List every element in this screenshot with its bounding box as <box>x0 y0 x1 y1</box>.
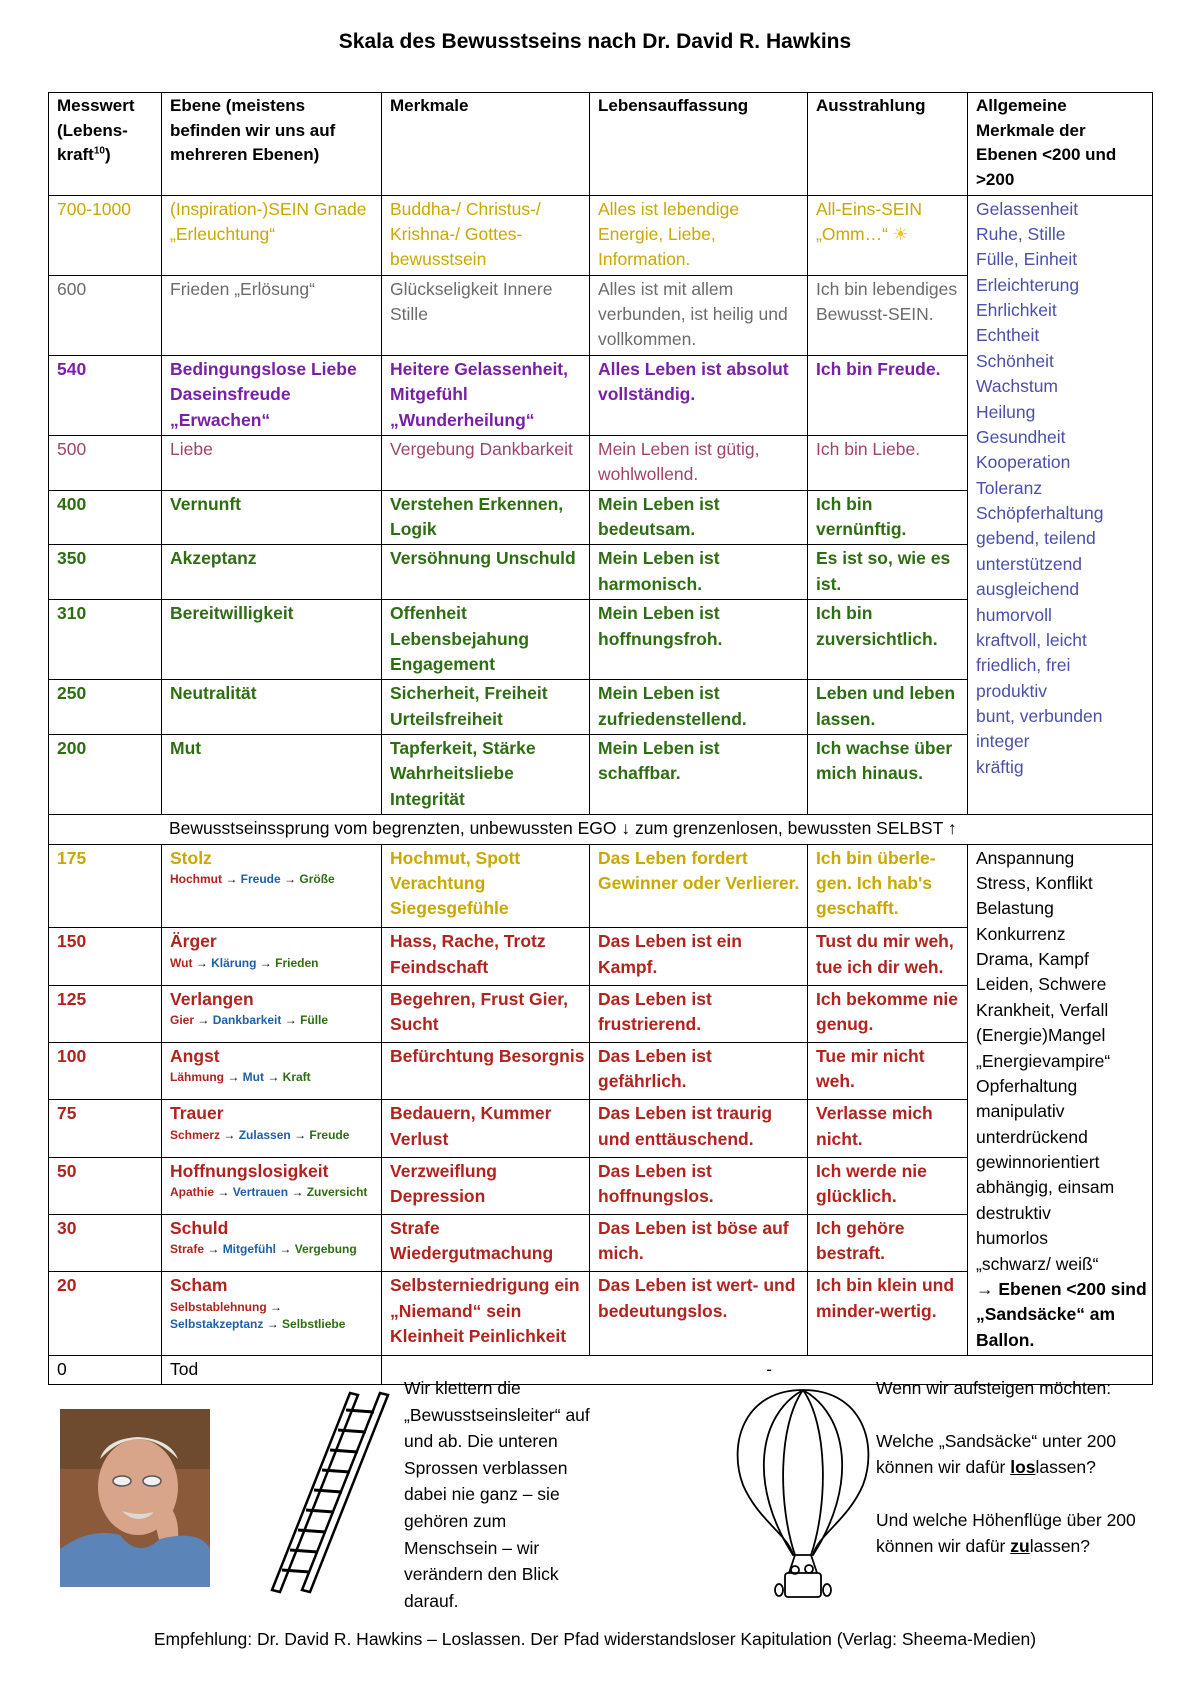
value-cell: 75 <box>49 1100 162 1157</box>
general-trait: Schönheit <box>976 350 1054 371</box>
header-lebensauffassung: Lebensauffassung <box>590 93 808 196</box>
general-trait: Leiden, Schwere <box>976 974 1107 995</box>
traits-cell: Verzweiflung Depression <box>382 1157 590 1214</box>
radiance-cell: Ich bin klein und minder-wertig. <box>808 1272 968 1356</box>
outlook-cell: Das Leben ist frustrierend. <box>590 985 808 1042</box>
level-cell: Bedingungslose Liebe Daseinsfreude „Erwachen“ <box>162 355 382 435</box>
traits-cell: Glückseligkeit Innere Stille <box>382 275 590 355</box>
hawkins-portrait <box>60 1409 210 1587</box>
radiance-cell: Ich bin lebendiges Bewusst-SEIN. <box>808 275 968 355</box>
value-cell: 200 <box>49 735 162 815</box>
traits-cell: Heitere Gelassenheit, Mitgefühl „Wunderheilung“ <box>382 355 590 435</box>
value-cell: 600 <box>49 275 162 355</box>
arrow-right-icon: → <box>220 1127 239 1142</box>
arrow-right-icon: → <box>224 1070 243 1085</box>
level-cell: Verlangen Gier → Dankbarkeit → Fülle <box>162 985 382 1042</box>
value-cell: 250 <box>49 680 162 735</box>
traits-cell: Sicherheit, Freiheit Urteilsfreiheit <box>382 680 590 735</box>
radiance-cell: Ich bin Freude. <box>808 355 968 435</box>
value-cell: 400 <box>49 490 162 545</box>
traits-cell: Offenheit Lebensbejahung Engagement <box>382 600 590 680</box>
radiance-cell: Ich bin Liebe. <box>808 435 968 490</box>
level-cell: Mut <box>162 735 382 815</box>
level-cell: Bereitwilligkeit <box>162 600 382 680</box>
general-trait: unterdrückend <box>976 1126 1088 1147</box>
outlook-cell: Das Leben ist traurig und enttäuschend. <box>590 1100 808 1157</box>
general-trait: gebend, teilend <box>976 528 1096 549</box>
general-trait: Konkurrenz <box>976 923 1066 944</box>
general-trait: Anspannung <box>976 847 1075 868</box>
general-trait: Belastung <box>976 898 1054 919</box>
transformation-path: Schmerz → Zulassen → Freude <box>170 1127 350 1142</box>
value-cell: 350 <box>49 545 162 600</box>
header-ausstrahlung: Ausstrahlung <box>808 93 968 196</box>
general-trait: Fülle, Einheit <box>976 249 1078 270</box>
header-row <box>49 93 1153 196</box>
radiance-cell: Ich bekomme nie genug. <box>808 985 968 1042</box>
general-trait: Ehrlichkeit <box>976 300 1057 321</box>
header-ebene: Ebene (meistens befinden wir uns auf mehreren Ebenen) <box>162 93 382 196</box>
traits-cell: Bedauern, Kummer Verlust <box>382 1100 590 1157</box>
page-title: Skala des Bewusstseins nach Dr. David R. Hawkins <box>338 30 852 53</box>
dash-cell: - <box>382 1356 1153 1385</box>
header-allgemeine: Allgemeine Merkmale der Ebenen <200 und >200 <box>968 93 1153 196</box>
balloon-question-1: Welche „Sandsäcke“ unter 200 können wir dafür loslassen? <box>876 1430 1116 1478</box>
outlook-cell: Das Leben ist hoffnungslos. <box>590 1157 808 1214</box>
general-trait: Stress, Konflikt <box>976 872 1093 893</box>
arrow-right-icon: → <box>288 1184 307 1199</box>
general-trait: friedlich, frei <box>976 655 1071 676</box>
general-trait: Erleichterung <box>976 274 1080 295</box>
level-cell: Tod <box>162 1356 382 1385</box>
value-cell: 125 <box>49 985 162 1042</box>
level-cell: Stolz Hochmut → Freude → Größe <box>162 844 382 928</box>
general-traits-lower <box>968 844 1153 1356</box>
radiance-cell: Ich bin vernünftig. <box>808 490 968 545</box>
traits-cell: Verstehen Erkennen, Logik <box>382 490 590 545</box>
level-cell: Angst Lähmung → Mut → Kraft <box>162 1043 382 1100</box>
general-trait: produktiv <box>976 680 1048 701</box>
general-traits-upper <box>968 195 1153 815</box>
general-trait: kraftvoll, leicht <box>976 629 1087 650</box>
general-trait: Schöpferhaltung <box>976 503 1104 524</box>
level-cell: Trauer Schmerz → Zulassen → Freude <box>162 1100 382 1157</box>
ladder-illustration <box>262 1385 392 1595</box>
consciousness-jump-text: Bewusstseinssprung vom begrenzten, unbewussten EGO ↓ zum grenzenlosen, bewussten SELBST ↑ <box>49 815 1153 844</box>
general-trait: destruktiv <box>976 1202 1051 1223</box>
general-trait: humorlos <box>976 1228 1048 1249</box>
transformation-path: Lähmung → Mut → Kraft <box>170 1070 311 1085</box>
radiance-cell: Tue mir nicht weh. <box>808 1043 968 1100</box>
arrow-right-icon: → <box>290 1127 310 1142</box>
radiance-cell: Es ist so, wie es ist. <box>808 545 968 600</box>
level-cell: Schuld Strafe → Mitgefühl → Vergebung <box>162 1214 382 1271</box>
outlook-cell: Mein Leben ist harmonisch. <box>590 545 808 600</box>
transformation-path: Selbstablehnung → Selbstakzeptanz → Selbstliebe <box>170 1299 346 1331</box>
transformation-path: Hochmut → Freude → Größe <box>170 871 335 886</box>
general-trait: ausgleichend <box>976 579 1080 600</box>
radiance-cell: Leben und leben lassen. <box>808 680 968 735</box>
level-cell: Akzeptanz <box>162 545 382 600</box>
balloon-question-2: Und welche Höhenflüge über 200 können wir dafür zulassen? <box>876 1509 1136 1557</box>
radiance-cell: All-Eins-SEIN „Omm…“ ☀ <box>808 195 968 275</box>
arrow-right-icon: → <box>194 1013 213 1028</box>
general-trait: Opferhaltung <box>976 1075 1078 1096</box>
traits-cell: Selbsterniedrigung ein „Niemand“ sein Kleinheit Peinlichkeit <box>382 1272 590 1356</box>
general-trait: manipulativ <box>976 1101 1065 1122</box>
general-trait: Drama, Kampf <box>976 949 1089 970</box>
outlook-cell: Alles Leben ist absolut vollständig. <box>590 355 808 435</box>
traits-cell: Strafe Wiedergutmachung <box>382 1214 590 1271</box>
arrow-right-icon: → <box>214 1184 233 1199</box>
general-trait: Echtheit <box>976 325 1040 346</box>
level-cell: Vernunft <box>162 490 382 545</box>
transformation-path: Gier → Dankbarkeit → Fülle <box>170 1013 329 1028</box>
traits-cell: Vergebung Dankbarkeit <box>382 435 590 490</box>
general-trait: (Energie)Mangel <box>976 1025 1106 1046</box>
general-trait: kräftig <box>976 756 1024 777</box>
sandbag-note: → Ebenen <200 sind „Sandsäcke“ am Ballon. <box>976 1278 1147 1350</box>
value-cell: 30 <box>49 1214 162 1271</box>
outlook-cell: Das Leben ist ein Kampf. <box>590 928 808 985</box>
table-row <box>49 844 1153 928</box>
outlook-cell: Das Leben ist böse auf mich. <box>590 1214 808 1271</box>
outlook-cell: Mein Leben ist schaffbar. <box>590 735 808 815</box>
general-trait: Heilung <box>976 401 1036 422</box>
general-trait: integer <box>976 731 1030 752</box>
radiance-cell: Ich gehöre bestraft. <box>808 1214 968 1271</box>
radiance-cell: Ich bin zuversichtlich. <box>808 600 968 680</box>
outlook-cell: Das Leben ist wert- und bedeutungslos. <box>590 1272 808 1356</box>
arrow-right-icon: → <box>204 1242 223 1257</box>
traits-cell: Hass, Rache, Trotz Feindschaft <box>382 928 590 985</box>
outlook-cell: Mein Leben ist gütig, wohlwollend. <box>590 435 808 490</box>
traits-cell: Befürchtung Besorgnis <box>382 1043 590 1100</box>
outlook-cell: Das Leben fordert Gewinner oder Verlierer. <box>590 844 808 928</box>
transformation-path: Apathie → Vertrauen → Zuversicht <box>170 1184 368 1199</box>
balloon-caption <box>876 1375 1166 1586</box>
general-trait: Gelassenheit <box>976 198 1079 219</box>
outlook-cell: Alles ist lebendige Energie, Liebe, Information. <box>590 195 808 275</box>
arrow-right-icon: → <box>192 955 212 970</box>
general-trait: Kooperation <box>976 452 1071 473</box>
header-merkmale: Merkmale <box>382 93 590 196</box>
balloon-line1: Wenn wir aufsteigen möchten: <box>876 1378 1112 1398</box>
arrow-right-icon: → <box>266 1299 283 1314</box>
general-trait: gewinnorientiert <box>976 1152 1100 1173</box>
radiance-cell: Tust du mir weh, tue ich dir weh. <box>808 928 968 985</box>
general-trait: abhängig, einsam <box>976 1177 1115 1198</box>
traits-cell: Begehren, Frust Gier, Sucht <box>382 985 590 1042</box>
consciousness-scale-table <box>48 92 1153 1385</box>
general-trait: „Energievampire“ <box>976 1050 1111 1071</box>
radiance-cell: Ich werde nie glücklich. <box>808 1157 968 1214</box>
value-cell: 50 <box>49 1157 162 1214</box>
outlook-cell: Mein Leben ist bedeutsam. <box>590 490 808 545</box>
level-cell: Liebe <box>162 435 382 490</box>
radiance-cell: Ich bin überle-gen. Ich hab's geschafft. <box>808 844 968 928</box>
value-cell: 540 <box>49 355 162 435</box>
arrow-right-icon: → <box>281 1013 301 1028</box>
transformation-path: Strafe → Mitgefühl → Vergebung <box>170 1242 357 1257</box>
outlook-cell: Alles ist mit allem verbunden, ist heilig und vollkommen. <box>590 275 808 355</box>
balloon-illustration <box>723 1385 883 1605</box>
level-cell: Scham Selbstablehnung → Selbstakzeptanz → Selbstliebe <box>162 1272 382 1356</box>
level-cell: Hoffnungslosigkeit Apathie → Vertrauen → Zuversicht <box>162 1157 382 1214</box>
arrow-right-icon: → <box>263 1316 283 1331</box>
traits-cell: Buddha-/ Christus-/ Krishna-/ Gottes-bewusstsein <box>382 195 590 275</box>
table-row <box>49 195 1153 275</box>
value-cell: 700-1000 <box>49 195 162 275</box>
general-trait: Toleranz <box>976 477 1043 498</box>
general-trait: unterstützend <box>976 553 1083 574</box>
value-cell: 310 <box>49 600 162 680</box>
general-trait: Gesundheit <box>976 426 1066 447</box>
traits-cell: Hochmut, Spott Verachtung Siegesgefühle <box>382 844 590 928</box>
arrow-right-icon: → <box>276 1242 295 1257</box>
transformation-path: Wut → Klärung → Frieden <box>170 955 319 970</box>
outlook-cell: Das Leben ist gefährlich. <box>590 1043 808 1100</box>
traits-cell: Tapferkeit, Stärke Wahrheitsliebe Integrität <box>382 735 590 815</box>
radiance-cell: Verlasse mich nicht. <box>808 1100 968 1157</box>
footer-recommendation: Empfehlung: Dr. David R. Hawkins – Loslassen. Der Pfad widerstandsloser Kapitulation (Verlag: Sheema-Medien) <box>153 1629 1037 1649</box>
outlook-cell: Mein Leben ist zufriedenstellend. <box>590 680 808 735</box>
level-cell: Ärger Wut → Klärung → Frieden <box>162 928 382 985</box>
value-cell: 20 <box>49 1272 162 1356</box>
general-trait: „schwarz/ weiß“ <box>976 1253 1099 1274</box>
general-trait: Wachstum <box>976 376 1059 397</box>
value-cell: 175 <box>49 844 162 928</box>
radiance-cell: Ich wachse über mich hinaus. <box>808 735 968 815</box>
level-cell: Neutralität <box>162 680 382 735</box>
outlook-cell: Mein Leben ist hoffnungsfroh. <box>590 600 808 680</box>
header-messwert: Messwert (Lebens-kraft$^{10}$) <box>49 93 162 196</box>
general-trait: bunt, verbunden <box>976 706 1103 727</box>
traits-cell: Versöhnung Unschuld <box>382 545 590 600</box>
arrow-right-icon: → <box>264 1070 283 1085</box>
general-trait: humorvoll <box>976 604 1052 625</box>
value-cell: 150 <box>49 928 162 985</box>
arrow-right-icon: → <box>280 871 300 886</box>
level-cell: Frieden „Erlösung“ <box>162 275 382 355</box>
sun-icon: ☀ <box>887 223 909 244</box>
consciousness-jump-row <box>49 815 1153 844</box>
arrow-right-icon: → <box>256 955 276 970</box>
general-trait: Krankheit, Verfall <box>976 999 1109 1020</box>
ladder-caption: Wir klettern die „Bewusstseinsleiter“ auf und ab. Die unteren Sprossen verblassen dabei nie ganz – sie gehören zum Menschsein – wir verändern den Blick darauf. <box>404 1378 590 1611</box>
arrow-right-icon: → <box>222 871 241 886</box>
level-cell: (Inspiration-)SEIN Gnade „Erleuchtung“ <box>162 195 382 275</box>
value-cell: 0 <box>49 1356 162 1385</box>
value-cell: 100 <box>49 1043 162 1100</box>
general-trait: Ruhe, Stille <box>976 223 1066 244</box>
value-cell: 500 <box>49 435 162 490</box>
